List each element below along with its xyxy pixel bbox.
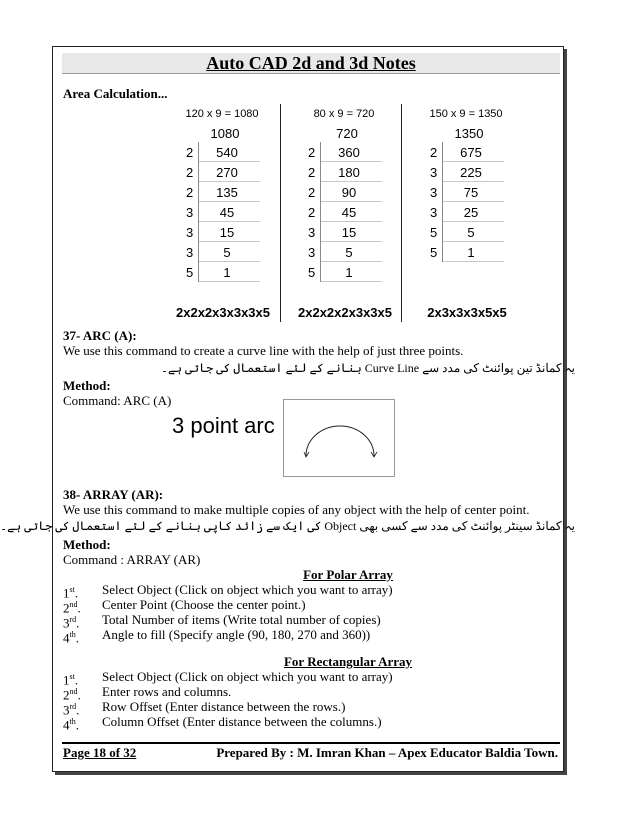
calc-divisor: 3 <box>308 245 316 260</box>
calc-row-rule <box>320 281 382 282</box>
footer-page-number: Page 18 of 32 <box>63 745 137 760</box>
calc-divisor: 2 <box>308 145 316 160</box>
arc-description: We use this command to create a curve line with the help of just three points. <box>63 343 464 358</box>
calc-row-rule <box>320 221 382 222</box>
calc-quotient: 1 <box>467 245 475 260</box>
array-urdu-description: یہ کمانڈ سینٹر پوائنٹ کی مدد سے کسی بھی Object کی ایک سے زائد کاپی بنانے کے لئے استعمال کی جاتی ہے۔ <box>0 519 575 533</box>
calc-quotient: 1 <box>223 265 231 280</box>
step-number: 1st. <box>63 585 79 601</box>
calc-row-rule <box>320 201 382 202</box>
step-text: Select Object (Click on object which you want to array) <box>102 669 393 684</box>
factor-divider <box>442 142 443 262</box>
step-number: 4th. <box>63 717 79 733</box>
calc-quotient: 270 <box>216 165 238 180</box>
step-text: Column Offset (Enter distance between the columns.) <box>102 714 382 729</box>
array-heading: 38- ARRAY (AR): <box>63 487 164 502</box>
calc-quotient: 225 <box>460 165 482 180</box>
calc-quotient: 5 <box>467 225 475 240</box>
calc-divisor: 3 <box>308 225 316 240</box>
calc-heading: 120 x 9 = 1080 <box>185 108 259 120</box>
calc-heading: 150 x 9 = 1350 <box>429 108 503 120</box>
calc-row-rule <box>320 261 382 262</box>
calc-divisor: 3 <box>430 165 438 180</box>
calc-quotient: 45 <box>341 205 357 220</box>
calc-row-rule <box>198 201 260 202</box>
calc-divisor: 2 <box>186 185 194 200</box>
calc-result: 2x3x3x3x5x5 <box>427 305 507 320</box>
three-point-arc-icon <box>284 400 394 476</box>
factor-divider <box>320 142 321 282</box>
calc-divisor: 2 <box>308 205 316 220</box>
calc-heading: 80 x 9 = 720 <box>313 108 375 120</box>
step-text: Row Offset (Enter distance between the rows.) <box>102 699 346 714</box>
array-method-label: Method: <box>63 537 111 552</box>
calc-dividend: 1080 <box>210 126 240 141</box>
array-description: We use this command to make multiple copies of any object with the help of center point. <box>63 502 530 517</box>
calc-row-rule <box>198 261 260 262</box>
calc-quotient: 15 <box>219 225 235 240</box>
calc-row-rule <box>198 161 260 162</box>
step-number: 3rd. <box>63 702 80 718</box>
calc-row-rule <box>320 161 382 162</box>
calc-quotient: 1 <box>345 265 353 280</box>
calc-divisor: 3 <box>186 205 194 220</box>
step-number: 2nd. <box>63 687 81 703</box>
footer-prepared-by: Prepared By : M. Imran Khan – Apex Educator Baldia Town. <box>216 745 558 760</box>
arc-figure-label: 3 point arc <box>172 413 275 438</box>
calc-divisor: 2 <box>186 165 194 180</box>
calc-row-rule <box>198 241 260 242</box>
calc-divisor: 3 <box>430 185 438 200</box>
arc-heading: 37- ARC (A): <box>63 328 137 343</box>
calc-row-rule <box>320 241 382 242</box>
polar-array-title: For Polar Array <box>303 567 393 582</box>
arc-method-label: Method: <box>63 378 111 393</box>
column-divider <box>280 104 281 322</box>
calc-divisor: 5 <box>308 265 316 280</box>
step-number: 2nd. <box>63 600 81 616</box>
calc-divisor: 2 <box>186 145 194 160</box>
calc-row-rule <box>320 181 382 182</box>
step-text: Select Object (Click on object which you want to array) <box>102 582 393 597</box>
calc-quotient: 135 <box>216 185 238 200</box>
calc-quotient: 675 <box>460 145 482 160</box>
calc-row-rule <box>442 261 504 262</box>
column-divider <box>401 104 402 322</box>
calc-row-rule <box>198 281 260 282</box>
calc-divisor: 3 <box>186 225 194 240</box>
rectangular-array-title: For Rectangular Array <box>283 654 413 669</box>
calc-quotient: 5 <box>223 245 231 260</box>
calc-quotient: 75 <box>463 185 479 200</box>
step-number: 3rd. <box>63 615 80 631</box>
page-header <box>62 53 560 74</box>
step-text: Angle to fill (Specify angle (90, 180, 270 and 360)) <box>102 627 371 642</box>
calc-result: 2x2x2x2x3x3x5 <box>298 305 392 320</box>
step-number: 1st. <box>63 672 79 688</box>
area-title: Area Calculation... <box>63 86 168 101</box>
calc-result: 2x2x2x3x3x3x5 <box>176 305 270 320</box>
calc-divisor: 3 <box>430 205 438 220</box>
step-number: 4th. <box>63 630 79 646</box>
calc-divisor: 3 <box>186 245 194 260</box>
calc-divisor: 2 <box>308 165 316 180</box>
arc-figure <box>283 399 395 477</box>
calc-dividend: 720 <box>336 126 358 141</box>
page-title: Auto CAD 2d and 3d Notes <box>206 53 416 73</box>
calc-quotient: 180 <box>338 165 360 180</box>
footer-rule <box>62 742 560 744</box>
calc-row-rule <box>442 201 504 202</box>
array-command: Command : ARRAY (AR) <box>63 552 201 567</box>
calc-quotient: 540 <box>216 145 238 160</box>
calc-divisor: 2 <box>430 145 438 160</box>
calc-quotient: 15 <box>341 225 357 240</box>
arc-command: Command: ARC (A) <box>63 393 172 408</box>
calc-row-rule <box>198 181 260 182</box>
calc-quotient: 90 <box>341 185 357 200</box>
factor-divider <box>198 142 199 282</box>
calc-divisor: 5 <box>430 245 438 260</box>
calc-row-rule <box>442 161 504 162</box>
step-text: Center Point (Choose the center point.) <box>102 597 306 612</box>
step-text: Total Number of items (Write total number of copies) <box>102 612 381 627</box>
calc-row-rule <box>442 221 504 222</box>
calc-quotient: 5 <box>345 245 353 260</box>
calc-divisor: 5 <box>186 265 194 280</box>
calc-quotient: 45 <box>219 205 235 220</box>
calc-quotient: 25 <box>463 205 479 220</box>
calc-dividend: 1350 <box>454 126 484 141</box>
calc-divisor: 2 <box>308 185 316 200</box>
arc-urdu-description: یہ کمانڈ تین پوائنٹ کی مدد سے Curve Line بنانے کے لئے استعمال کی جاتی ہے۔ <box>160 361 575 375</box>
calc-quotient: 360 <box>338 145 360 160</box>
calc-row-rule <box>198 221 260 222</box>
calc-row-rule <box>442 241 504 242</box>
calc-divisor: 5 <box>430 225 438 240</box>
calc-row-rule <box>442 181 504 182</box>
step-text: Enter rows and columns. <box>102 684 232 699</box>
